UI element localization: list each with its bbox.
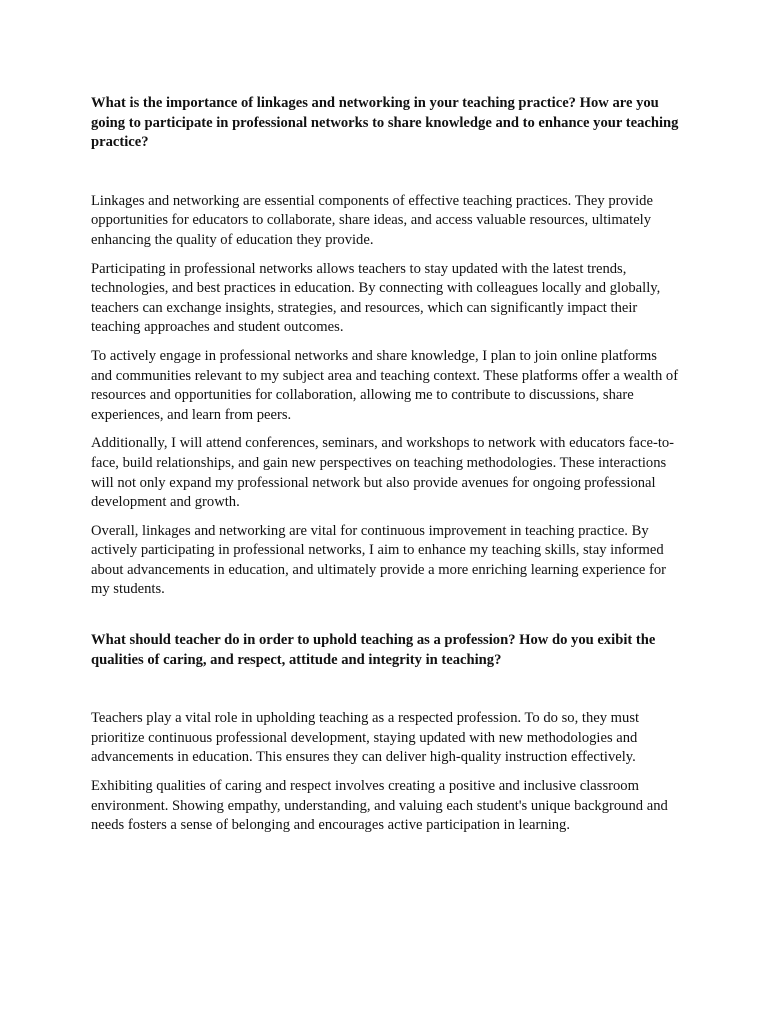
question-heading-2: What should teacher do in order to uphold teaching as a profession? How do you exibit the qualities of caring, and respect, attitude and integrity in teaching? [91, 632, 656, 668]
question-heading-1: What is the importance of linkages and networking in your teaching practice? How are you going to participate in professional networks to share knowledge and to enhance your teaching practice? [91, 95, 679, 151]
answer-block-1 [91, 192, 681, 600]
answer-paragraph: Exhibiting qualities of caring and respect involves creating a positive and inclusive classroom environment. Showing empathy, understanding, and valuing each student's unique background and needs fosters a sense of belonging and encourages active participation in learning. [91, 778, 668, 834]
qa-section-1 [91, 94, 681, 600]
answer-paragraph: Additionally, I will attend conferences, seminars, and workshops to network with educators face-to-face, build relationships, and gain new perspectives on teaching methodologies. These interactions will not only expand my professional network but also provide avenues for ongoing professional development and growth. [91, 435, 675, 511]
answer-paragraph: Overall, linkages and networking are vital for continuous improvement in teaching practice. By actively participating in professional networks, I aim to enhance my teaching skills, stay informed about advancements in education, and ultimately provide a more enriching learning experience for my students. [91, 522, 667, 598]
answer-block-2 [91, 709, 681, 836]
answer-paragraph: Teachers play a vital role in upholding teaching as a respected profession. To do so, they must prioritize continuous professional development, staying updated with new methodologies and advancements in education. This ensures they can deliver high-quality instruction effectively. [91, 710, 640, 766]
qa-section-2 [91, 631, 681, 836]
answer-paragraph: To actively engage in professional networks and share knowledge, I plan to join online platforms and communities relevant to my subject area and teaching context. These platforms offer a wealth of resources and opportunities for collaboration, allowing me to contribute to discussions, share experiences, and learn from peers. [91, 347, 679, 423]
answer-paragraph: Linkages and networking are essential components of effective teaching practices. They provide opportunities for educators to collaborate, share ideas, and access valuable resources, ultimately enhancing the quality of education they provide. [91, 192, 653, 248]
document-content [91, 94, 681, 845]
answer-paragraph: Participating in professional networks allows teachers to stay updated with the latest trends, technologies, and best practices in education. By connecting with colleagues locally and globally, teachers can exchange insights, strategies, and resources, which can significantly impact their teaching approaches and student outcomes. [91, 260, 661, 336]
